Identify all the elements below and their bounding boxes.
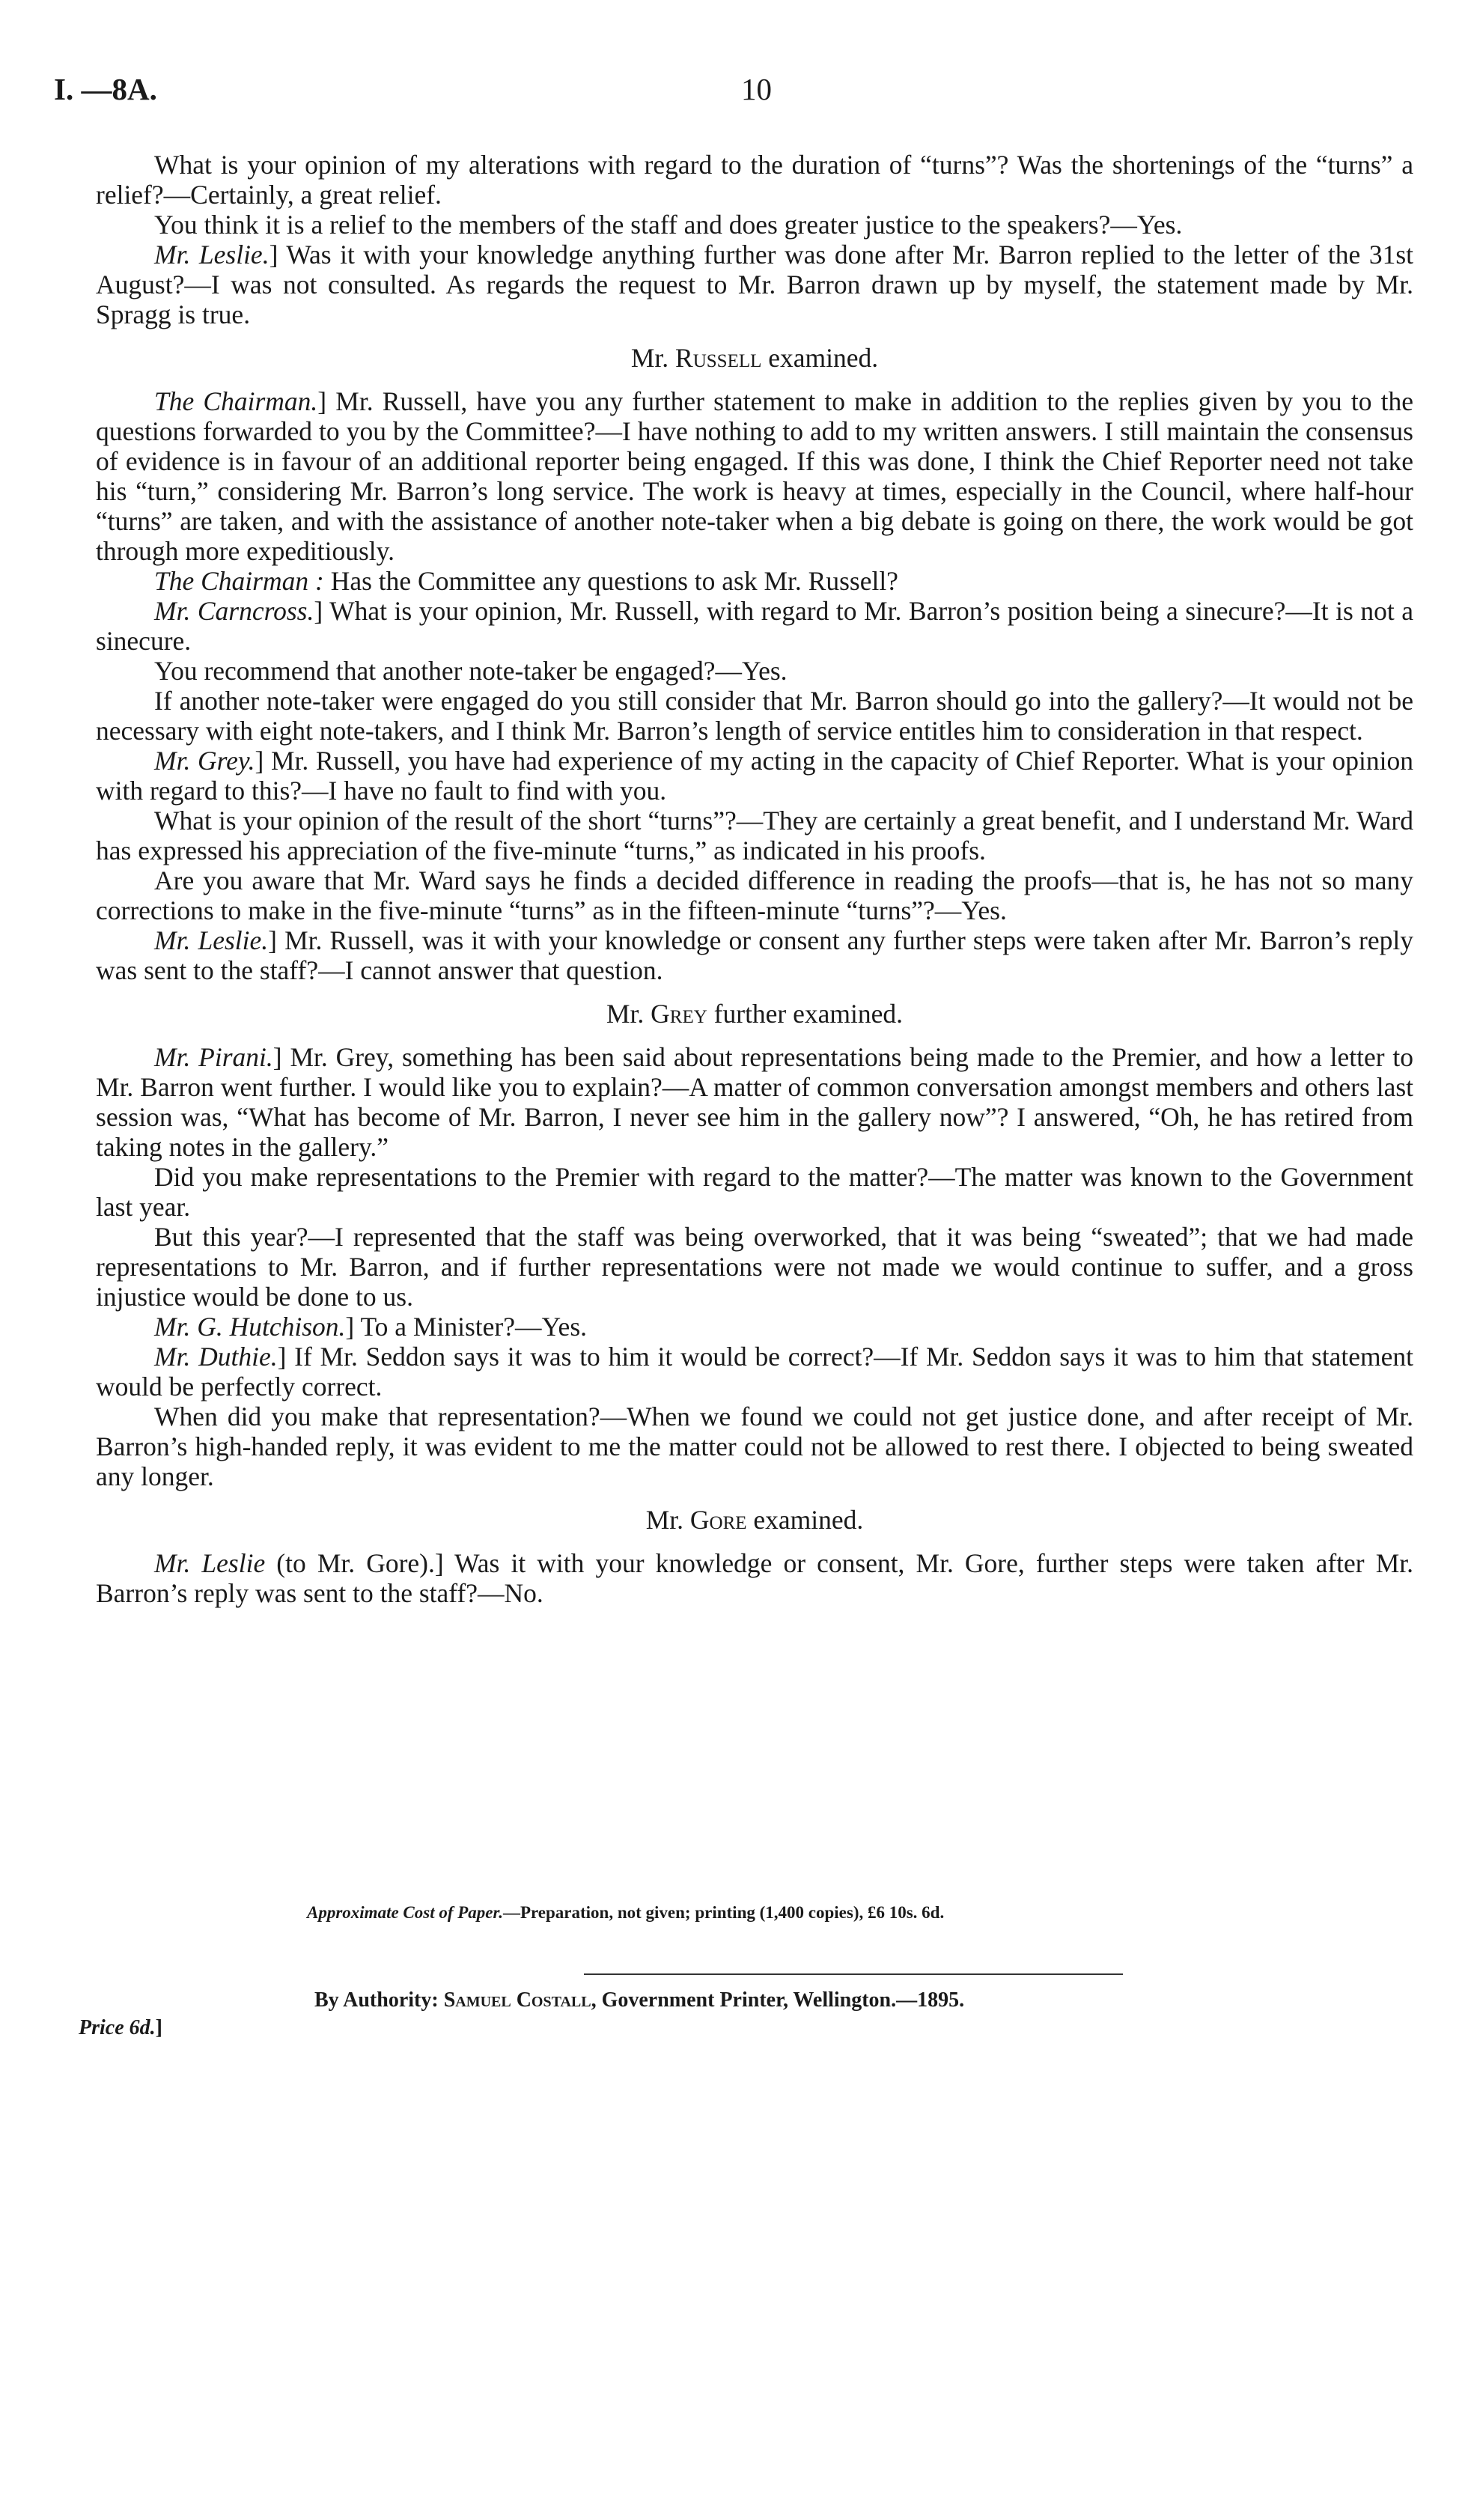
paragraph-text: ] Mr. Russell, have you any further statement to make in addition to the replies given by you to the questions forwarded to you by the Committee?—I have nothing to add to my written answers. I still maintain the consensus of evidence is in favour of an additional reporter being engaged. If this was done, I think the Chief Reporter need not take his “turn,” considering Mr. Barron’s long service. The work is heavy at times, especially in the Council, where half-hour “turns” are taken, and with the assistance of another note-taker when a big debate is going on there, the work would be got through more expeditiously. [96, 386, 1413, 566]
paragraph-text: (to Mr. Gore).] Was it with your knowledge or consent, Mr. Gore, further steps were taken after Mr. Barron’s reply was sent to the staff?—No. [96, 1548, 1414, 1608]
witness-name: Gore [689, 1505, 747, 1535]
authority-suffix: , Government Printer, Wellington.—1895. [591, 1988, 965, 2012]
testimony-paragraph [96, 1162, 1413, 1222]
paragraph-text: You recommend that another note-taker be engaged?—Yes. [154, 656, 788, 686]
heading-suffix: further examined. [707, 999, 904, 1029]
document-reference: I. —8A. [54, 72, 157, 106]
authority-prefix: By Authority: [314, 1988, 444, 2012]
testimony-paragraph [96, 210, 1413, 240]
page-header [0, 71, 1468, 116]
speaker-name: Mr. Leslie. [154, 925, 269, 955]
cost-of-paper-line [307, 1903, 944, 1923]
testimony-paragraph [96, 686, 1413, 746]
testimony-paragraph [96, 865, 1413, 925]
testimony-paragraph [96, 656, 1413, 686]
heading-suffix: examined. [761, 343, 879, 373]
price-note [79, 2016, 162, 2040]
testimony-paragraph [96, 150, 1413, 210]
testimony-paragraph [96, 1042, 1413, 1162]
testimony-paragraph [96, 386, 1413, 566]
speaker-name: Mr. G. Hutchison. [154, 1312, 346, 1342]
witness-name: Grey [651, 999, 707, 1029]
speaker-name: Mr. Grey. [154, 746, 255, 776]
paragraph-text: Are you aware that Mr. Ward says he finds a decided difference in reading the proofs—that is, he has not so many corrections to make in the five-minute “turns” as in the fifteen-minute “turns”?—Yes. [96, 865, 1413, 925]
testimony-paragraph [96, 1548, 1413, 1608]
witness-name: Russell [675, 343, 762, 373]
page-number: 10 [741, 72, 772, 106]
heading-prefix: Mr. [630, 343, 676, 373]
paragraph-text: What is your opinion of the result of the short “turns”?—They are certainly a great benefit, and I understand Mr. Ward has expressed his appreciation of the five-minute “turns,” as indicated in his proofs. [96, 806, 1413, 865]
price-bracket: ] [155, 2016, 162, 2039]
testimony-paragraph [96, 596, 1413, 656]
heading-prefix: Mr. [645, 1505, 690, 1535]
speaker-name: Mr. Leslie. [154, 240, 269, 270]
heading-suffix: examined. [746, 1505, 864, 1535]
paragraph-text: ] If Mr. Seddon says it was to him it would be correct?—If Mr. Seddon says it was to him that statement would be perfectly correct. [96, 1342, 1413, 1401]
section-heading [96, 999, 1413, 1029]
testimony-paragraph [96, 1312, 1413, 1342]
testimony-paragraph [96, 925, 1413, 985]
paragraph-text: ] Mr. Russell, was it with your knowledge or consent any further steps were taken after Mr. Barron’s reply was sent to the staff?—I cannot answer that question. [96, 925, 1413, 985]
paragraph-text: If another note-taker were engaged do you still consider that Mr. Barron should go into the gallery?—It would not be necessary with eight note-takers, and I think Mr. Barron’s length of service entitles him to consideration in that respect. [96, 686, 1413, 746]
paragraph-text: You think it is a relief to the members of the staff and does greater justice to the speakers?—Yes. [154, 210, 1183, 240]
testimony-paragraph [96, 1222, 1413, 1312]
paragraph-text: But this year?—I represented that the staff was being overworked, that it was being “sweated”; that we had made representations to Mr. Barron, and if further representations were not made we would continue to suffer, and a gross injustice would be done to us. [96, 1222, 1413, 1312]
testimony-paragraph [96, 566, 1413, 596]
price-label: Price 6d. [79, 2016, 156, 2039]
paragraph-text: ] To a Minister?—Yes. [345, 1312, 588, 1342]
speaker-name: Mr. Pirani. [154, 1042, 273, 1072]
testimony-paragraph [96, 1401, 1413, 1491]
cost-text: —Preparation, not given; printing (1,400 copies), £6 10s. 6d. [502, 1903, 945, 1922]
speaker-name: The Chairman. [154, 386, 318, 416]
paragraph-text: ] Mr. Grey, something has been said about representations being made to the Premier, and how a letter to Mr. Barron went further. I would like you to explain?—A matter of common conversation amongst members and others last session was, “What has become of Mr. Barron, I never see him in the gallery now”? I answered, “Oh, he has retired from taking notes in the gallery.” [96, 1042, 1413, 1162]
paragraph-text: Did you make representations to the Premier with regard to the matter?—The matter was known to the Government last year. [96, 1162, 1413, 1222]
speaker-name: Mr. Leslie [154, 1548, 266, 1578]
speaker-name: The Chairman : [154, 566, 324, 596]
speaker-name: Mr. Carncross. [154, 596, 314, 626]
document-body [96, 150, 1413, 1608]
section-heading [96, 343, 1413, 373]
testimony-paragraph [96, 240, 1413, 329]
speaker-name: Mr. Duthie. [154, 1342, 278, 1372]
testimony-paragraph [96, 806, 1413, 865]
paragraph-text: ] What is your opinion, Mr. Russell, with regard to Mr. Barron’s position being a sinecure?—It is not a sinecure. [96, 596, 1413, 656]
paragraph-text: What is your opinion of my alterations with regard to the duration of “turns”? Was the shortenings of the “turns” a relief?—Certainly, a great relief. [96, 150, 1413, 210]
section-heading [96, 1505, 1413, 1535]
printer-name: Samuel Costall [443, 1988, 591, 2012]
footer-divider [584, 1973, 1123, 1975]
paragraph-text: ] Mr. Russell, you have had experience of my acting in the capacity of Chief Reporter. What is your opinion with regard to this?—I have no fault to find with you. [96, 746, 1413, 806]
paragraph-text: ] Was it with your knowledge anything further was done after Mr. Barron replied to the letter of the 31st August?—I was not consulted. As regards the request to Mr. Barron drawn up by myself, the statement made by Mr. Spragg is true. [96, 240, 1413, 329]
paragraph-text: Has the Committee any questions to ask Mr. Russell? [323, 566, 898, 596]
testimony-paragraph [96, 746, 1413, 806]
cost-label: Approximate Cost of Paper. [307, 1903, 503, 1922]
heading-prefix: Mr. [606, 999, 651, 1029]
paragraph-text: When did you make that representation?—When we found we could not get justice done, and after receipt of Mr. Barron’s high-handed reply, it was evident to me the matter could not be allowed to rest there. I objected to being sweated any longer. [96, 1401, 1413, 1491]
printer-authority-line [314, 1988, 964, 2012]
testimony-paragraph [96, 1342, 1413, 1401]
